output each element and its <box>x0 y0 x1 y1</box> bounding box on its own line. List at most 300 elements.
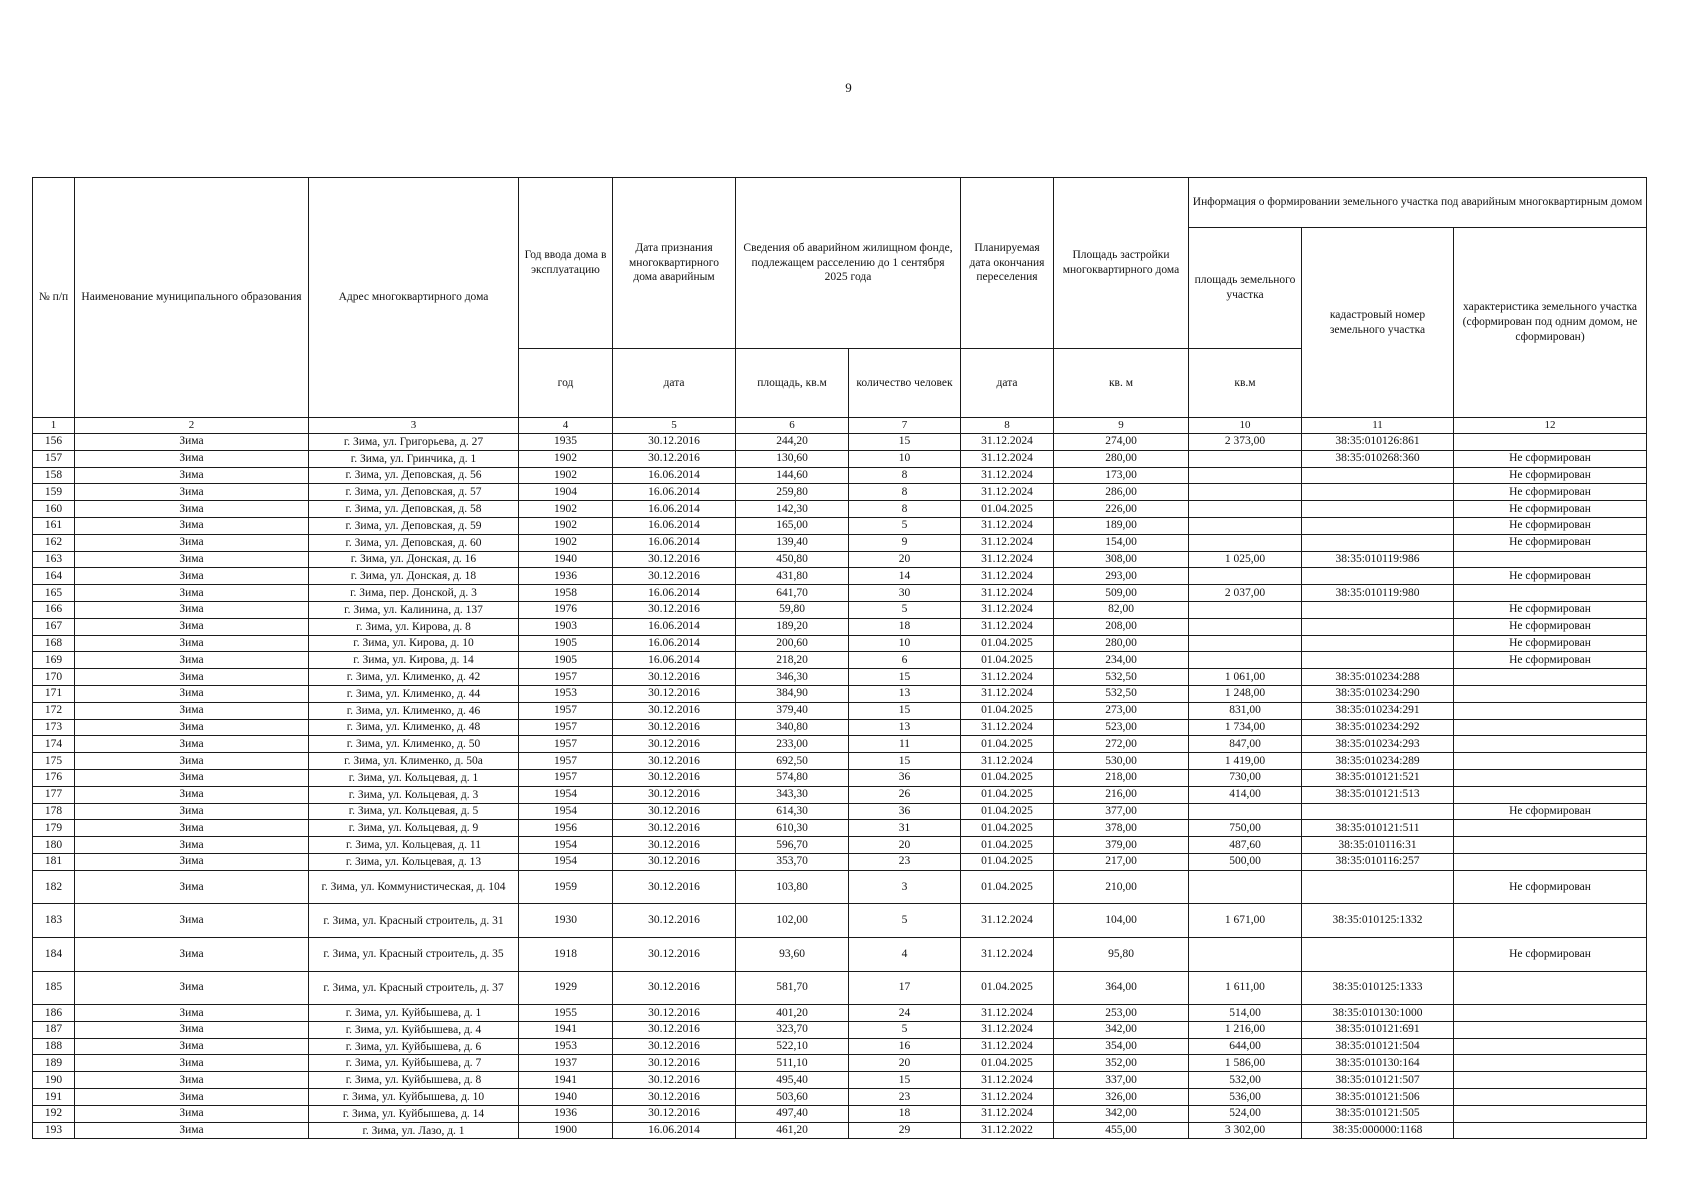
table-row <box>33 1089 1647 1106</box>
land-status-cell <box>1454 1055 1647 1072</box>
land-status-cell <box>1454 837 1647 854</box>
people-count-cell: 5 <box>849 1021 961 1038</box>
cadastral-number-cell: 38:35:010121:505 <box>1302 1105 1454 1122</box>
housing-area-cell: 139,40 <box>736 534 849 551</box>
year-cell: 1900 <box>519 1122 613 1139</box>
municipality-cell: Зима <box>75 786 309 803</box>
recognition-date-cell: 30.12.2016 <box>613 551 736 568</box>
recognition-date-cell: 30.12.2016 <box>613 971 736 1005</box>
land-status-cell: Не сформирован <box>1454 568 1647 585</box>
row-number: 169 <box>33 652 75 669</box>
table-row <box>33 1122 1647 1139</box>
planned-date-cell: 01.04.2025 <box>961 820 1054 837</box>
cadastral-number-cell <box>1302 484 1454 501</box>
land-area-cell: 536,00 <box>1189 1089 1302 1106</box>
recognition-date-cell: 30.12.2016 <box>613 1089 736 1106</box>
built-area-cell: 226,00 <box>1054 501 1189 518</box>
land-area-cell: 644,00 <box>1189 1038 1302 1055</box>
table-row <box>33 820 1647 837</box>
planned-date-cell: 31.12.2024 <box>961 1038 1054 1055</box>
land-area-cell: 1 611,00 <box>1189 971 1302 1005</box>
cadastral-number-cell <box>1302 870 1454 904</box>
planned-date-cell: 01.04.2025 <box>961 1055 1054 1072</box>
column-number-row <box>33 418 1647 434</box>
header-land-status: характеристика земельного участка (сформирован под одним домом, не сформирован) <box>1454 228 1647 418</box>
address-cell: г. Зима, ул. Клименко, д. 50а <box>309 753 519 770</box>
row-number: 192 <box>33 1105 75 1122</box>
built-area-cell: 210,00 <box>1054 870 1189 904</box>
planned-date-cell: 31.12.2024 <box>961 753 1054 770</box>
address-cell: г. Зима, ул. Донская, д. 18 <box>309 568 519 585</box>
address-cell: г. Зима, ул. Кольцевая, д. 3 <box>309 786 519 803</box>
row-number: 191 <box>33 1089 75 1106</box>
recognition-date-cell: 16.06.2014 <box>613 1122 736 1139</box>
built-area-cell: 104,00 <box>1054 904 1189 938</box>
municipality-cell: Зима <box>75 601 309 618</box>
cadastral-number-cell <box>1302 803 1454 820</box>
people-count-cell: 10 <box>849 635 961 652</box>
land-area-cell: 514,00 <box>1189 1005 1302 1022</box>
people-count-cell: 3 <box>849 870 961 904</box>
municipality-cell: Зима <box>75 534 309 551</box>
housing-area-cell: 144,60 <box>736 467 849 484</box>
header-municipality: Наименование муниципального образования <box>75 178 309 418</box>
land-area-cell: 2 373,00 <box>1189 434 1302 451</box>
people-count-cell: 20 <box>849 551 961 568</box>
housing-area-cell: 323,70 <box>736 1021 849 1038</box>
cadastral-number-cell <box>1302 501 1454 518</box>
built-area-cell: 273,00 <box>1054 702 1189 719</box>
land-status-cell <box>1454 1072 1647 1089</box>
land-status-cell <box>1454 685 1647 702</box>
recognition-date-cell: 16.06.2014 <box>613 618 736 635</box>
recognition-date-cell: 30.12.2016 <box>613 853 736 870</box>
table-row <box>33 517 1647 534</box>
land-status-cell <box>1454 753 1647 770</box>
municipality-cell: Зима <box>75 434 309 451</box>
address-cell: г. Зима, ул. Кирова, д. 14 <box>309 652 519 669</box>
land-status-cell <box>1454 1038 1647 1055</box>
year-cell: 1953 <box>519 1038 613 1055</box>
people-count-cell: 5 <box>849 517 961 534</box>
address-cell: г. Зима, ул. Красный строитель, д. 31 <box>309 904 519 938</box>
address-cell: г. Зима, ул. Деповская, д. 59 <box>309 517 519 534</box>
year-cell: 1941 <box>519 1072 613 1089</box>
land-status-cell: Не сформирован <box>1454 534 1647 551</box>
year-cell: 1957 <box>519 736 613 753</box>
year-cell: 1902 <box>519 517 613 534</box>
people-count-cell: 14 <box>849 568 961 585</box>
land-area-cell: 3 302,00 <box>1189 1122 1302 1139</box>
column-number: 2 <box>75 418 309 434</box>
recognition-date-cell: 30.12.2016 <box>613 803 736 820</box>
year-cell: 1957 <box>519 719 613 736</box>
year-cell: 1902 <box>519 467 613 484</box>
recognition-date-cell: 30.12.2016 <box>613 568 736 585</box>
land-status-cell: Не сформирован <box>1454 601 1647 618</box>
built-area-cell: 532,50 <box>1054 685 1189 702</box>
land-area-cell <box>1189 517 1302 534</box>
municipality-cell: Зима <box>75 1122 309 1139</box>
year-cell: 1940 <box>519 1089 613 1106</box>
municipality-cell: Зима <box>75 753 309 770</box>
built-area-cell: 280,00 <box>1054 635 1189 652</box>
land-status-cell: Не сформирован <box>1454 870 1647 904</box>
column-number: 6 <box>736 418 849 434</box>
land-status-cell <box>1454 853 1647 870</box>
planned-date-cell: 01.04.2025 <box>961 786 1054 803</box>
header-year-commissioned: Год ввода дома в эксплуатацию <box>519 178 613 349</box>
row-number: 184 <box>33 937 75 971</box>
cadastral-number-cell: 38:35:010121:511 <box>1302 820 1454 837</box>
land-area-cell: 414,00 <box>1189 786 1302 803</box>
land-area-cell: 1 025,00 <box>1189 551 1302 568</box>
cadastral-number-cell <box>1302 534 1454 551</box>
address-cell: г. Зима, ул. Куйбышева, д. 10 <box>309 1089 519 1106</box>
row-number: 157 <box>33 450 75 467</box>
land-status-cell: Не сформирован <box>1454 517 1647 534</box>
municipality-cell: Зима <box>75 719 309 736</box>
people-count-cell: 20 <box>849 1055 961 1072</box>
land-area-cell <box>1189 870 1302 904</box>
year-cell: 1905 <box>519 652 613 669</box>
row-number: 188 <box>33 1038 75 1055</box>
people-count-cell: 15 <box>849 434 961 451</box>
built-area-cell: 523,00 <box>1054 719 1189 736</box>
row-number: 179 <box>33 820 75 837</box>
land-status-cell <box>1454 434 1647 451</box>
land-status-cell <box>1454 786 1647 803</box>
column-number: 1 <box>33 418 75 434</box>
year-cell: 1936 <box>519 568 613 585</box>
address-cell: г. Зима, ул. Клименко, д. 46 <box>309 702 519 719</box>
table-row <box>33 434 1647 451</box>
table-row <box>33 1038 1647 1055</box>
table-row <box>33 702 1647 719</box>
table-row <box>33 870 1647 904</box>
table-row <box>33 618 1647 635</box>
housing-area-cell: 495,40 <box>736 1072 849 1089</box>
table-row <box>33 1072 1647 1089</box>
cadastral-number-cell: 38:35:010126:861 <box>1302 434 1454 451</box>
housing-area-cell: 340,80 <box>736 719 849 736</box>
year-cell: 1940 <box>519 551 613 568</box>
people-count-cell: 29 <box>849 1122 961 1139</box>
table-row <box>33 937 1647 971</box>
address-cell: г. Зима, ул. Кольцевая, д. 1 <box>309 769 519 786</box>
people-count-cell: 5 <box>849 601 961 618</box>
year-cell: 1957 <box>519 669 613 686</box>
planned-date-cell: 31.12.2024 <box>961 719 1054 736</box>
table-row <box>33 1005 1647 1022</box>
address-cell: г. Зима, ул. Куйбышева, д. 7 <box>309 1055 519 1072</box>
cadastral-number-cell: 38:35:010130:1000 <box>1302 1005 1454 1022</box>
housing-area-cell: 233,00 <box>736 736 849 753</box>
land-area-cell <box>1189 601 1302 618</box>
table-row <box>33 450 1647 467</box>
row-number: 171 <box>33 685 75 702</box>
land-area-cell: 750,00 <box>1189 820 1302 837</box>
address-cell: г. Зима, ул. Донская, д. 16 <box>309 551 519 568</box>
municipality-cell: Зима <box>75 904 309 938</box>
planned-date-cell: 31.12.2024 <box>961 601 1054 618</box>
year-cell: 1918 <box>519 937 613 971</box>
land-area-cell <box>1189 937 1302 971</box>
recognition-date-cell: 30.12.2016 <box>613 753 736 770</box>
housing-area-cell: 497,40 <box>736 1105 849 1122</box>
housing-area-cell: 379,40 <box>736 702 849 719</box>
people-count-cell: 18 <box>849 1105 961 1122</box>
housing-area-cell: 142,30 <box>736 501 849 518</box>
planned-date-cell: 31.12.2024 <box>961 904 1054 938</box>
land-status-cell <box>1454 769 1647 786</box>
built-area-cell: 218,00 <box>1054 769 1189 786</box>
housing-area-cell: 93,60 <box>736 937 849 971</box>
cadastral-number-cell: 38:35:010116:31 <box>1302 837 1454 854</box>
cadastral-number-cell: 38:35:010234:292 <box>1302 719 1454 736</box>
row-number: 167 <box>33 618 75 635</box>
planned-date-cell: 01.04.2025 <box>961 870 1054 904</box>
cadastral-number-cell: 38:35:010234:293 <box>1302 736 1454 753</box>
municipality-cell: Зима <box>75 769 309 786</box>
recognition-date-cell: 16.06.2014 <box>613 501 736 518</box>
land-status-cell <box>1454 736 1647 753</box>
cadastral-number-cell <box>1302 937 1454 971</box>
table-row <box>33 551 1647 568</box>
year-cell: 1954 <box>519 803 613 820</box>
address-cell: г. Зима, ул. Куйбышева, д. 14 <box>309 1105 519 1122</box>
recognition-date-cell: 16.06.2014 <box>613 652 736 669</box>
header-unit-sqm2: кв.м <box>1189 349 1302 418</box>
cadastral-number-cell: 38:35:010234:289 <box>1302 753 1454 770</box>
people-count-cell: 23 <box>849 1089 961 1106</box>
land-status-cell <box>1454 585 1647 602</box>
header-num: № п/п <box>33 178 75 418</box>
land-area-cell <box>1189 803 1302 820</box>
header-address: Адрес многоквартирного дома <box>309 178 519 418</box>
table-row <box>33 635 1647 652</box>
municipality-cell: Зима <box>75 702 309 719</box>
cadastral-number-cell: 38:35:010234:290 <box>1302 685 1454 702</box>
built-area-cell: 82,00 <box>1054 601 1189 618</box>
cadastral-number-cell <box>1302 467 1454 484</box>
built-area-cell: 532,50 <box>1054 669 1189 686</box>
planned-date-cell: 01.04.2025 <box>961 652 1054 669</box>
housing-area-cell: 641,70 <box>736 585 849 602</box>
cadastral-number-cell <box>1302 618 1454 635</box>
header-unit-date2: дата <box>961 349 1054 418</box>
built-area-cell: 154,00 <box>1054 534 1189 551</box>
header-unit-date: дата <box>613 349 736 418</box>
row-number: 187 <box>33 1021 75 1038</box>
cadastral-number-cell <box>1302 517 1454 534</box>
year-cell: 1930 <box>519 904 613 938</box>
planned-date-cell: 01.04.2025 <box>961 501 1054 518</box>
planned-date-cell: 31.12.2024 <box>961 585 1054 602</box>
year-cell: 1902 <box>519 501 613 518</box>
row-number: 173 <box>33 719 75 736</box>
municipality-cell: Зима <box>75 837 309 854</box>
municipality-cell: Зима <box>75 1089 309 1106</box>
row-number: 183 <box>33 904 75 938</box>
planned-date-cell: 01.04.2025 <box>961 853 1054 870</box>
recognition-date-cell: 30.12.2016 <box>613 1005 736 1022</box>
table-row <box>33 501 1647 518</box>
cadastral-number-cell: 38:35:010234:288 <box>1302 669 1454 686</box>
municipality-cell: Зима <box>75 870 309 904</box>
table-row <box>33 685 1647 702</box>
table-row <box>33 769 1647 786</box>
municipality-cell: Зима <box>75 685 309 702</box>
row-number: 175 <box>33 753 75 770</box>
recognition-date-cell: 30.12.2016 <box>613 1038 736 1055</box>
built-area-cell: 455,00 <box>1054 1122 1189 1139</box>
land-status-cell <box>1454 1122 1647 1139</box>
column-number: 11 <box>1302 418 1454 434</box>
municipality-cell: Зима <box>75 1005 309 1022</box>
built-area-cell: 364,00 <box>1054 971 1189 1005</box>
built-area-cell: 308,00 <box>1054 551 1189 568</box>
land-area-cell: 1 671,00 <box>1189 904 1302 938</box>
land-area-cell: 500,00 <box>1189 853 1302 870</box>
address-cell: г. Зима, ул. Красный строитель, д. 35 <box>309 937 519 971</box>
recognition-date-cell: 30.12.2016 <box>613 669 736 686</box>
table-body <box>33 434 1647 1139</box>
planned-date-cell: 01.04.2025 <box>961 803 1054 820</box>
header-unit-year: год <box>519 349 613 418</box>
year-cell: 1957 <box>519 753 613 770</box>
housing-area-cell: 596,70 <box>736 837 849 854</box>
municipality-cell: Зима <box>75 1072 309 1089</box>
housing-area-cell: 511,10 <box>736 1055 849 1072</box>
planned-date-cell: 31.12.2024 <box>961 618 1054 635</box>
land-status-cell <box>1454 820 1647 837</box>
people-count-cell: 4 <box>849 937 961 971</box>
cadastral-number-cell: 38:35:010119:980 <box>1302 585 1454 602</box>
land-status-cell <box>1454 1105 1647 1122</box>
recognition-date-cell: 30.12.2016 <box>613 685 736 702</box>
table-row <box>33 585 1647 602</box>
header-unit-sqm: кв. м <box>1054 349 1189 418</box>
table-row <box>33 736 1647 753</box>
recognition-date-cell: 30.12.2016 <box>613 719 736 736</box>
header-planned-date: Планируемая дата окончания переселения <box>961 178 1054 349</box>
housing-area-cell: 102,00 <box>736 904 849 938</box>
planned-date-cell: 31.12.2024 <box>961 1005 1054 1022</box>
year-cell: 1957 <box>519 702 613 719</box>
people-count-cell: 30 <box>849 585 961 602</box>
cadastral-number-cell: 38:35:010130:164 <box>1302 1055 1454 1072</box>
housing-area-cell: 461,20 <box>736 1122 849 1139</box>
people-count-cell: 15 <box>849 1072 961 1089</box>
column-number: 4 <box>519 418 613 434</box>
municipality-cell: Зима <box>75 1055 309 1072</box>
row-number: 165 <box>33 585 75 602</box>
housing-area-cell: 431,80 <box>736 568 849 585</box>
recognition-date-cell: 30.12.2016 <box>613 870 736 904</box>
municipality-cell: Зима <box>75 820 309 837</box>
row-number: 172 <box>33 702 75 719</box>
housing-area-cell: 200,60 <box>736 635 849 652</box>
planned-date-cell: 31.12.2024 <box>961 551 1054 568</box>
cadastral-number-cell: 38:35:010121:521 <box>1302 769 1454 786</box>
year-cell: 1935 <box>519 434 613 451</box>
planned-date-cell: 31.12.2024 <box>961 1021 1054 1038</box>
recognition-date-cell: 30.12.2016 <box>613 1072 736 1089</box>
land-area-cell <box>1189 534 1302 551</box>
address-cell: г. Зима, ул. Деповская, д. 57 <box>309 484 519 501</box>
housing-area-cell: 259,80 <box>736 484 849 501</box>
address-cell: г. Зима, ул. Кирова, д. 8 <box>309 618 519 635</box>
year-cell: 1959 <box>519 870 613 904</box>
year-cell: 1941 <box>519 1021 613 1038</box>
housing-area-cell: 103,80 <box>736 870 849 904</box>
built-area-cell: 352,00 <box>1054 1055 1189 1072</box>
housing-area-cell: 384,90 <box>736 685 849 702</box>
municipality-cell: Зима <box>75 1021 309 1038</box>
people-count-cell: 24 <box>849 1005 961 1022</box>
housing-area-cell: 614,30 <box>736 803 849 820</box>
planned-date-cell: 31.12.2024 <box>961 1105 1054 1122</box>
land-status-cell <box>1454 1021 1647 1038</box>
municipality-cell: Зима <box>75 551 309 568</box>
table-row <box>33 971 1647 1005</box>
address-cell: г. Зима, ул. Кольцевая, д. 13 <box>309 853 519 870</box>
year-cell: 1904 <box>519 484 613 501</box>
year-cell: 1929 <box>519 971 613 1005</box>
header-unit-area: площадь, кв.м <box>736 349 849 418</box>
land-status-cell: Не сформирован <box>1454 937 1647 971</box>
recognition-date-cell: 30.12.2016 <box>613 837 736 854</box>
built-area-cell: 253,00 <box>1054 1005 1189 1022</box>
header-date-recognized: Дата признания многоквартирного дома аварийным <box>613 178 736 349</box>
people-count-cell: 9 <box>849 534 961 551</box>
land-area-cell: 730,00 <box>1189 769 1302 786</box>
row-number: 193 <box>33 1122 75 1139</box>
table-row <box>33 753 1647 770</box>
municipality-cell: Зима <box>75 568 309 585</box>
year-cell: 1937 <box>519 1055 613 1072</box>
municipality-cell: Зима <box>75 971 309 1005</box>
built-area-cell: 280,00 <box>1054 450 1189 467</box>
cadastral-number-cell <box>1302 601 1454 618</box>
recognition-date-cell: 16.06.2014 <box>613 467 736 484</box>
municipality-cell: Зима <box>75 501 309 518</box>
built-area-cell: 173,00 <box>1054 467 1189 484</box>
row-number: 170 <box>33 669 75 686</box>
housing-area-cell: 165,00 <box>736 517 849 534</box>
planned-date-cell: 31.12.2024 <box>961 1072 1054 1089</box>
planned-date-cell: 01.04.2025 <box>961 769 1054 786</box>
people-count-cell: 18 <box>849 618 961 635</box>
land-area-cell: 1 061,00 <box>1189 669 1302 686</box>
table-row <box>33 1105 1647 1122</box>
land-area-cell: 2 037,00 <box>1189 585 1302 602</box>
address-cell: г. Зима, ул. Клименко, д. 44 <box>309 685 519 702</box>
header-land-info: Информация о формировании земельного участка под аварийным многоквартирным домом <box>1189 178 1647 228</box>
row-number: 174 <box>33 736 75 753</box>
municipality-cell: Зима <box>75 635 309 652</box>
table-row <box>33 652 1647 669</box>
land-status-cell: Не сформирован <box>1454 618 1647 635</box>
cadastral-number-cell: 38:35:010119:986 <box>1302 551 1454 568</box>
built-area-cell: 354,00 <box>1054 1038 1189 1055</box>
land-area-cell: 1 216,00 <box>1189 1021 1302 1038</box>
people-count-cell: 8 <box>849 467 961 484</box>
row-number: 177 <box>33 786 75 803</box>
people-count-cell: 36 <box>849 803 961 820</box>
recognition-date-cell: 30.12.2016 <box>613 937 736 971</box>
